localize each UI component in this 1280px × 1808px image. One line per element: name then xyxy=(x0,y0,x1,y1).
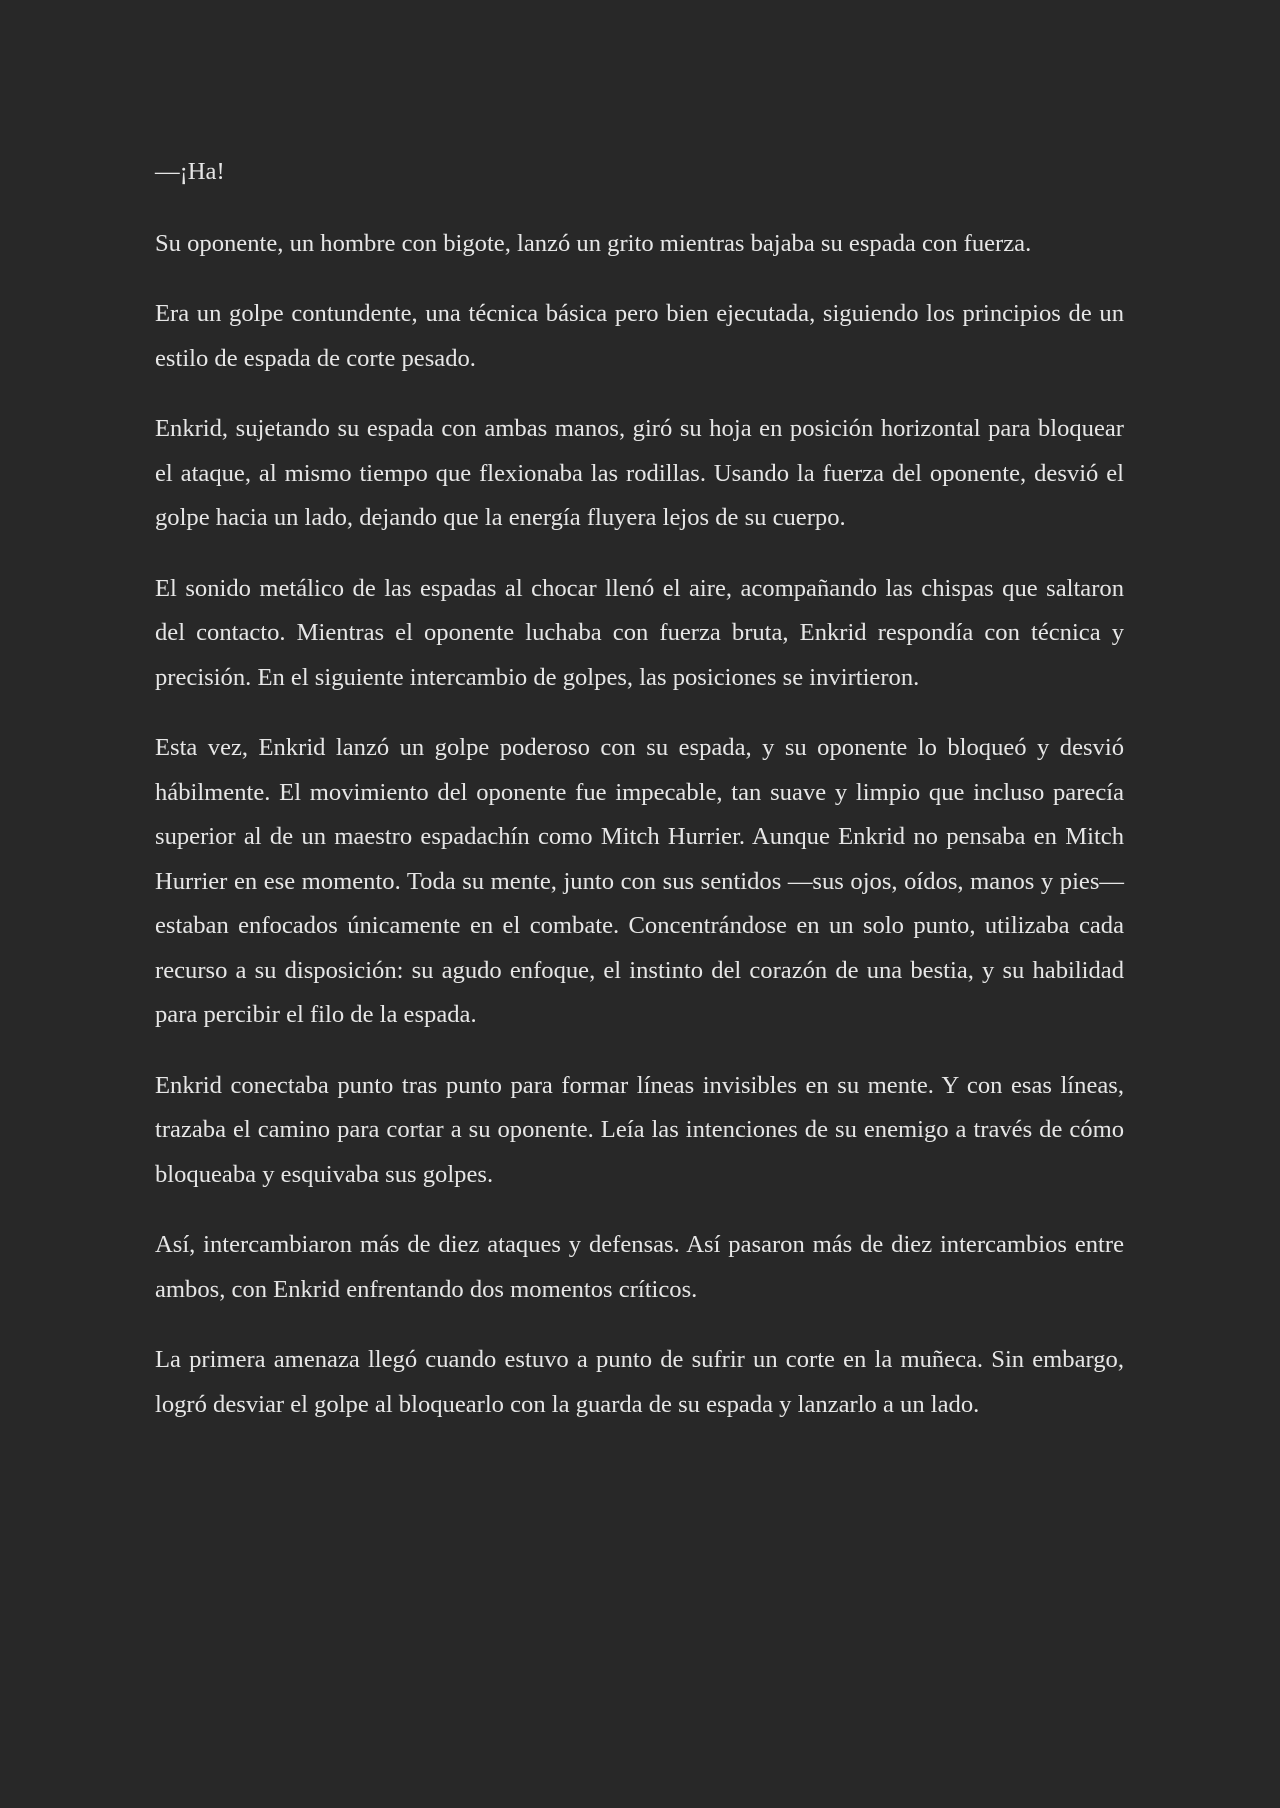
paragraph: Enkrid, sujetando su espada con ambas manos, giró su hoja en posición horizontal para bloquear el ataque, al mismo tiempo que flexionaba las rodillas. Usando la fuerza del oponente, desvió el golpe hacia un lado, dejando que la energía fluyera lejos de su cuerpo. xyxy=(155,415,1124,531)
paragraph: Así, intercambiaron más de diez ataques y defensas. Así pasaron más de diez intercambios entre ambos, con Enkrid enfrentando dos momentos críticos. xyxy=(155,1231,1124,1303)
paragraph: El sonido metálico de las espadas al chocar llenó el aire, acompañando las chispas que saltaron del contacto. Mientras el oponente luchaba con fuerza bruta, Enkrid respondía con técnica y precisión. En el siguiente intercambio de golpes, las posiciones se invirtieron. xyxy=(155,574,1124,691)
paragraph: Enkrid conectaba punto tras punto para formar líneas invisibles en su mente. Y con esas líneas, trazaba el camino para cortar a su oponente. Leía las intenciones de su enemigo a través de cómo bloqueaba y esquivaba sus golpes. xyxy=(155,1071,1124,1188)
chapter-text xyxy=(155,150,1124,1427)
paragraph: Era un golpe contundente, una técnica básica pero bien ejecutada, siguiendo los principios de un estilo de espada de corte pesado. xyxy=(155,300,1124,372)
paragraph: La primera amenaza llegó cuando estuvo a punto de sufrir un corte en la muñeca. Sin embargo, logró desviar el golpe al bloquearlo con la guarda de su espada y lanzarlo a un lado. xyxy=(155,1346,1124,1418)
paragraph: Esta vez, Enkrid lanzó un golpe poderoso con su espada, y su oponente lo bloqueó y desvió hábilmente. El movimiento del oponente fue impecable, tan suave y limpio que incluso parecía superior al de un maestro espadachín como Mitch Hurrier. Aunque Enkrid no pensaba en Mitch Hurrier en ese momento. Toda su mente, junto con sus sentidos —sus ojos, oídos, manos y pies— estaban enfocados únicamente en el combate. Concentrándose en un solo punto, utilizaba cada recurso a su disposición: su agudo enfoque, el instinto del corazón de una bestia, y su habilidad para percibir el filo de la espada. xyxy=(155,734,1124,1028)
paragraph: Su oponente, un hombre con bigote, lanzó un grito mientras bajaba su espada con fuerza. xyxy=(155,229,1032,257)
paragraph: —¡Ha! xyxy=(155,158,225,185)
